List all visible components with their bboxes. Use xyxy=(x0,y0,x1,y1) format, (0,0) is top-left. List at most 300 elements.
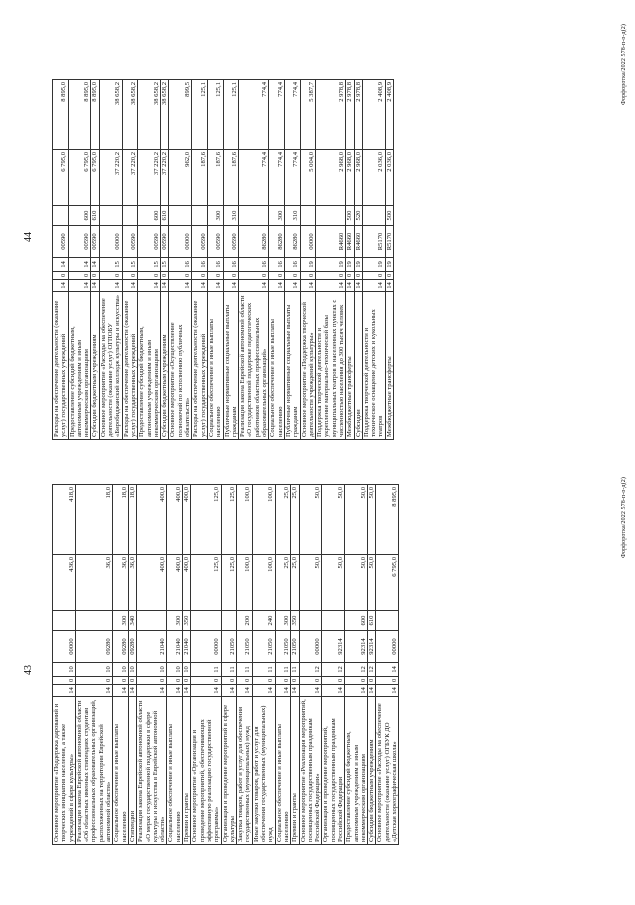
code-gp: 14 xyxy=(368,685,376,697)
table-row xyxy=(299,485,322,845)
amount-2023: 50,0 xyxy=(322,555,345,611)
expense-type: 300 xyxy=(113,611,129,631)
code-ev: 19 xyxy=(385,258,393,272)
expense-type: 500 xyxy=(346,206,354,226)
row-name: Иные закупки товаров, работ и услуг для обеспечения государственных (муниципальных) нужд xyxy=(252,697,275,845)
amount-2024: 38 658,2 xyxy=(161,80,169,150)
amount-2023: 400,0 xyxy=(167,555,183,611)
amount-2024: 125,0 xyxy=(221,485,237,555)
row-name: Основное мероприятие «Реализация мероприятий, посвященных государственным праздникам Российской Федерации» xyxy=(299,697,322,845)
row-name: Основное мероприятие «Поддержка дарований и творческих инициатив населения, а также учреждений в сфере культуры» xyxy=(53,697,76,845)
code-dir: 21040 xyxy=(167,631,183,663)
code-gp: 14 xyxy=(252,685,275,697)
budget-table xyxy=(52,484,399,845)
amount-2023: 6 795,0 xyxy=(53,150,69,206)
code-sub: 0 xyxy=(385,272,393,280)
row-name: Социальное обеспечение и иные выплаты населению xyxy=(113,697,129,845)
row-name: Публичные нормативные социальные выплаты гражданам xyxy=(284,292,300,440)
code-gp: 14 xyxy=(113,685,129,697)
code-gp: 14 xyxy=(300,280,316,292)
code-sub: 0 xyxy=(362,272,385,280)
amount-2024: 125,0 xyxy=(191,485,221,555)
code-gp: 14 xyxy=(223,280,239,292)
page-number: 43 xyxy=(23,665,34,675)
table-row xyxy=(167,485,183,845)
amount-2024: 38 658,2 xyxy=(138,80,161,150)
table-row xyxy=(275,485,291,845)
amount-2023: 37 220,2 xyxy=(161,150,169,206)
row-name: Расходы на обеспечение деятельности (оказание услуг) государственных учреждений xyxy=(192,292,208,440)
code-dir: 09280 xyxy=(128,631,136,663)
code-dir: 86280 xyxy=(239,226,269,258)
expense-type: 300 xyxy=(207,206,223,226)
code-sub: 0 xyxy=(300,272,316,280)
page-44 xyxy=(0,0,635,452)
table-row xyxy=(128,485,136,845)
code-sub: 0 xyxy=(53,272,69,280)
table-row xyxy=(368,485,376,845)
code-dir: 00590 xyxy=(138,226,161,258)
code-sub: 0 xyxy=(221,677,237,685)
amount-2024: 50,0 xyxy=(345,485,368,555)
table-row xyxy=(207,80,223,440)
code-gp: 14 xyxy=(138,280,161,292)
code-sub: 0 xyxy=(345,677,368,685)
code-sub: 0 xyxy=(239,272,269,280)
table-row xyxy=(221,485,237,845)
code-ev: 16 xyxy=(207,258,223,272)
code-ev: 16 xyxy=(239,258,269,272)
code-dir: R5170 xyxy=(385,226,393,258)
amount-2023: 6 795,0 xyxy=(376,555,399,611)
code-dir: 21050 xyxy=(237,631,253,663)
code-gp: 14 xyxy=(376,685,399,697)
code-gp: 14 xyxy=(192,280,208,292)
amount-2023: 125,0 xyxy=(221,555,237,611)
expense-type: 350 xyxy=(291,611,299,631)
expense-type: 310 xyxy=(223,206,239,226)
amount-2024: 2 978,8 xyxy=(346,80,354,150)
amount-2023: 2 036,0 xyxy=(362,150,385,206)
amount-2024: 125,1 xyxy=(192,80,208,150)
expense-type: 610 xyxy=(368,611,376,631)
expense-type: 600 xyxy=(138,206,161,226)
code-dir: 00590 xyxy=(207,226,223,258)
row-name: Предоставление субсидий бюджетным, автономным учреждениям и иным некоммерческим организациям xyxy=(138,292,161,440)
amount-2024: 25,0 xyxy=(275,485,291,555)
table-row xyxy=(183,485,191,845)
amount-2024: 18,0 xyxy=(113,485,129,555)
amount-2024: 2 408,9 xyxy=(385,80,393,150)
code-ev: 10 xyxy=(128,663,136,677)
code-dir: 86280 xyxy=(269,226,285,258)
amount-2023: 37 220,2 xyxy=(138,150,161,206)
expense-type xyxy=(137,611,167,631)
table-row xyxy=(161,80,169,440)
expense-type xyxy=(191,611,221,631)
expense-type: 600 xyxy=(68,206,91,226)
code-dir: 92314 xyxy=(322,631,345,663)
code-sub: 0 xyxy=(284,272,300,280)
expense-type xyxy=(376,611,399,631)
code-ev: 10 xyxy=(167,663,183,677)
code-gp: 14 xyxy=(75,685,112,697)
code-dir: 00000 xyxy=(191,631,221,663)
code-ev: 19 xyxy=(362,258,385,272)
code-gp: 14 xyxy=(284,280,300,292)
expense-type: 300 xyxy=(275,611,291,631)
code-ev: 19 xyxy=(346,258,354,272)
code-sub: 0 xyxy=(53,677,76,685)
amount-2023: 25,0 xyxy=(275,555,291,611)
amount-2023: 100,0 xyxy=(252,555,275,611)
row-name: Межбюджетные трансферты xyxy=(346,292,354,440)
table-row xyxy=(75,485,112,845)
code-ev: 12 xyxy=(368,663,376,677)
row-name: Поддержка творческой деятельности и укрепление материально-технической базы муниципальных театров в населенных пунктах с численностью населения до 300 тысяч человек xyxy=(316,292,346,440)
expense-type xyxy=(53,611,76,631)
expense-type xyxy=(322,611,345,631)
amount-2023: 187,6 xyxy=(223,150,239,206)
code-dir: 92314 xyxy=(368,631,376,663)
row-name: Предоставление субсидий бюджетным, автономным учреждениям и иным некоммерческим организациям xyxy=(345,697,368,845)
code-gp: 14 xyxy=(137,685,167,697)
table-row xyxy=(192,80,208,440)
code-sub: 0 xyxy=(368,677,376,685)
row-name: Предоставление субсидий бюджетным, автономным учреждениям и иным некоммерческим организациям xyxy=(68,292,91,440)
code-ev: 19 xyxy=(316,258,346,272)
expense-type xyxy=(300,206,316,226)
table-row xyxy=(138,80,161,440)
expense-type xyxy=(122,206,138,226)
amount-2024: 125,1 xyxy=(207,80,223,150)
code-ev: 19 xyxy=(354,258,362,272)
code-ev: 14 xyxy=(376,663,399,677)
amount-2023: 187,6 xyxy=(192,150,208,206)
code-ev: 11 xyxy=(252,663,275,677)
code-sub: 0 xyxy=(99,272,122,280)
code-gp: 14 xyxy=(68,280,91,292)
expense-type xyxy=(75,611,112,631)
code-dir: 21050 xyxy=(252,631,275,663)
row-name: Организация и проведение мероприятий, посвященных государственным праздникам Российской Федерации xyxy=(322,697,345,845)
amount-2023: 50,0 xyxy=(368,555,376,611)
row-name: Субсидии бюджетным учреждениям xyxy=(368,697,376,845)
code-ev: 15 xyxy=(161,258,169,272)
amount-2024: 400,0 xyxy=(183,485,191,555)
table-row xyxy=(284,80,300,440)
amount-2024: 25,0 xyxy=(291,485,299,555)
code-gp: 14 xyxy=(161,280,169,292)
row-name: Субсидии бюджетным учреждениям xyxy=(91,292,99,440)
amount-2024: 18,0 xyxy=(128,485,136,555)
row-name: Социальное обеспечение и иные выплаты населению xyxy=(167,697,183,845)
amount-2023: 5 004,0 xyxy=(300,150,316,206)
amount-2024: 2 408,9 xyxy=(362,80,385,150)
row-name: Реализация закона Еврейской автономной области «О государственной поддержке педагогических работников областных профессиональных образовательных организаций» xyxy=(239,292,269,440)
code-sub: 0 xyxy=(138,272,161,280)
code-ev: 12 xyxy=(345,663,368,677)
code-dir: 09280 xyxy=(113,631,129,663)
code-sub: 0 xyxy=(128,677,136,685)
amount-2023: 774,4 xyxy=(269,150,285,206)
code-ev: 15 xyxy=(138,258,161,272)
code-dir: 00590 xyxy=(223,226,239,258)
amount-2023: 36,0 xyxy=(128,555,136,611)
code-dir: 86280 xyxy=(284,226,300,258)
row-name: Основное мероприятие «Организация и проведение мероприятий, обеспечивающих эффективную реализацию государственной программы» xyxy=(191,697,221,845)
code-dir: 00000 xyxy=(299,631,322,663)
amount-2023: 400,0 xyxy=(183,555,191,611)
code-gp: 14 xyxy=(237,685,253,697)
amount-2023: 774,4 xyxy=(284,150,300,206)
expense-type xyxy=(192,206,208,226)
amount-2024: 899,5 xyxy=(169,80,192,150)
row-name: Закупка товаров, работ и услуг для обеспечения государственных (муниципальных) нужд xyxy=(237,697,253,845)
code-sub: 0 xyxy=(113,677,129,685)
code-gp: 14 xyxy=(291,685,299,697)
amount-2024: 8 895,0 xyxy=(91,80,99,150)
amount-2023: 50,0 xyxy=(345,555,368,611)
table-row xyxy=(191,485,221,845)
expense-type: 300 xyxy=(167,611,183,631)
expense-type xyxy=(99,206,122,226)
code-dir: 00000 xyxy=(376,631,399,663)
code-gp: 14 xyxy=(362,280,385,292)
code-dir: 00590 xyxy=(161,226,169,258)
expense-type xyxy=(221,611,237,631)
code-gp: 14 xyxy=(207,280,223,292)
row-name: Субсидии бюджетным учреждениям xyxy=(161,292,169,440)
amount-2024: 50,0 xyxy=(322,485,345,555)
code-dir: 21050 xyxy=(291,631,299,663)
table-row xyxy=(269,80,285,440)
amount-2023: 187,6 xyxy=(207,150,223,206)
code-sub: 0 xyxy=(269,272,285,280)
code-ev: 11 xyxy=(275,663,291,677)
amount-2024: 100,0 xyxy=(237,485,253,555)
code-sub: 0 xyxy=(137,677,167,685)
code-ev: 11 xyxy=(237,663,253,677)
code-ev: 15 xyxy=(122,258,138,272)
table-row xyxy=(137,485,167,845)
code-ev: 12 xyxy=(322,663,345,677)
expense-type: 520 xyxy=(354,206,362,226)
code-dir: 21050 xyxy=(221,631,237,663)
code-sub: 0 xyxy=(91,272,99,280)
table-row xyxy=(252,485,275,845)
code-gp: 14 xyxy=(91,280,99,292)
amount-2023: 37 220,2 xyxy=(99,150,122,206)
table-row xyxy=(300,80,316,440)
table-row xyxy=(346,80,354,440)
amount-2023: 125,0 xyxy=(191,555,221,611)
code-dir: R5170 xyxy=(362,226,385,258)
expense-type: 600 xyxy=(345,611,368,631)
table-row xyxy=(345,485,368,845)
code-ev: 10 xyxy=(75,663,112,677)
code-gp: 14 xyxy=(345,685,368,697)
code-gp: 14 xyxy=(385,280,393,292)
code-sub: 0 xyxy=(354,272,362,280)
expense-type xyxy=(53,206,69,226)
code-dir: R4660 xyxy=(354,226,362,258)
table-row xyxy=(99,80,122,440)
row-name: Организация и проведение мероприятий в сфере культуры xyxy=(221,697,237,845)
code-gp: 14 xyxy=(275,685,291,697)
expense-type: 350 xyxy=(183,611,191,631)
code-ev: 10 xyxy=(183,663,191,677)
amount-2024: 400,0 xyxy=(167,485,183,555)
code-dir: R4660 xyxy=(346,226,354,258)
table-row xyxy=(169,80,192,440)
row-name: Социальное обеспечение и иные выплаты населению xyxy=(275,697,291,845)
expense-type: 240 xyxy=(252,611,275,631)
code-dir: R4660 xyxy=(316,226,346,258)
code-gp: 14 xyxy=(53,280,69,292)
table-row xyxy=(322,485,345,845)
code-sub: 0 xyxy=(169,272,192,280)
amount-2024: 38 658,2 xyxy=(99,80,122,150)
expense-type xyxy=(169,206,192,226)
table-row xyxy=(362,80,385,440)
code-ev: 14 xyxy=(91,258,99,272)
code-gp: 14 xyxy=(169,280,192,292)
code-sub: 0 xyxy=(191,677,221,685)
table-row xyxy=(385,80,393,440)
row-name: Поддержка творческой деятельности и техническое оснащение детских и кукольных театров xyxy=(362,292,385,440)
code-sub: 0 xyxy=(316,272,346,280)
row-name: Социальное обеспечение и иные выплаты населению xyxy=(207,292,223,440)
code-gp: 14 xyxy=(221,685,237,697)
code-sub: 0 xyxy=(291,677,299,685)
amount-2023: 962,0 xyxy=(169,150,192,206)
row-name: Премии и гранты xyxy=(291,697,299,845)
code-dir: 00000 xyxy=(169,226,192,258)
code-ev: 19 xyxy=(300,258,316,272)
amount-2024: 50,0 xyxy=(299,485,322,555)
amount-2023: 2 968,0 xyxy=(354,150,362,206)
amount-2023: 100,0 xyxy=(237,555,253,611)
expense-type xyxy=(239,206,269,226)
code-ev: 10 xyxy=(53,663,76,677)
code-sub: 0 xyxy=(75,677,112,685)
code-dir: 21050 xyxy=(275,631,291,663)
code-ev: 14 xyxy=(53,258,69,272)
expense-type: 610 xyxy=(161,206,169,226)
table-row xyxy=(91,80,99,440)
row-name: Основное мероприятие «Расходы на обеспечение деятельности (оказание услуг) ОГПОБУ «Биробиджанский колледж культуры и искусства» xyxy=(99,292,122,440)
code-ev: 16 xyxy=(169,258,192,272)
amount-2024: 100,0 xyxy=(252,485,275,555)
amount-2023: 50,0 xyxy=(299,555,322,611)
code-gp: 14 xyxy=(299,685,322,697)
expense-type: 500 xyxy=(385,206,393,226)
row-name: Социальное обеспечение и иные выплаты населению xyxy=(269,292,285,440)
page-footer: Форфоротка/2022 578-п-о-д(2) xyxy=(621,477,627,558)
budget-table xyxy=(52,79,394,440)
amount-2023: 2 968,0 xyxy=(316,150,346,206)
amount-2023: 400,0 xyxy=(137,555,167,611)
code-sub: 0 xyxy=(252,677,275,685)
amount-2024: 8 895,0 xyxy=(68,80,91,150)
code-sub: 0 xyxy=(376,677,399,685)
code-dir: 09280 xyxy=(75,631,112,663)
row-name: Премии и гранты xyxy=(183,697,191,845)
amount-2024: 18,0 xyxy=(75,485,112,555)
amount-2023: 2 036,0 xyxy=(385,150,393,206)
code-ev: 11 xyxy=(221,663,237,677)
amount-2023: 6 795,0 xyxy=(68,150,91,206)
table-row xyxy=(223,80,239,440)
code-sub: 0 xyxy=(237,677,253,685)
code-dir: 00590 xyxy=(91,226,99,258)
code-gp: 14 xyxy=(53,685,76,697)
code-ev: 11 xyxy=(191,663,221,677)
row-name: Основное мероприятие «Расходы на обеспечение деятельности (оказание услуг) ОГБУК ДО «Детская хореографическая школа» xyxy=(376,697,399,845)
table-row xyxy=(239,80,269,440)
code-gp: 14 xyxy=(183,685,191,697)
code-sub: 0 xyxy=(122,272,138,280)
row-name: Субсидии xyxy=(354,292,362,440)
table-row xyxy=(291,485,299,845)
code-gp: 14 xyxy=(122,280,138,292)
table-row xyxy=(354,80,362,440)
table-row xyxy=(53,485,76,845)
code-sub: 0 xyxy=(161,272,169,280)
amount-2024: 8 895,0 xyxy=(53,80,69,150)
code-dir: 92314 xyxy=(345,631,368,663)
amount-2024: 8 895,0 xyxy=(376,485,399,555)
amount-2023: 37 220,2 xyxy=(122,150,138,206)
code-sub: 0 xyxy=(207,272,223,280)
code-ev: 16 xyxy=(223,258,239,272)
amount-2024: 774,4 xyxy=(284,80,300,150)
code-gp: 14 xyxy=(128,685,136,697)
amount-2024: 400,0 xyxy=(137,485,167,555)
table-row xyxy=(113,485,129,845)
code-ev: 15 xyxy=(99,258,122,272)
code-ev: 10 xyxy=(137,663,167,677)
code-sub: 0 xyxy=(322,677,345,685)
table-row xyxy=(53,80,69,440)
code-ev: 14 xyxy=(68,258,91,272)
code-gp: 14 xyxy=(191,685,221,697)
amount-2024: 2 978,8 xyxy=(316,80,346,150)
row-name: Реализация закона Еврейской автономной области «О мерах государственной поддержки в сфере культуры и искусства в Еврейской автономной области» xyxy=(137,697,167,845)
amount-2024: 38 658,2 xyxy=(122,80,138,150)
code-gp: 14 xyxy=(354,280,362,292)
row-name: Основное мероприятие «Поддержка творческой деятельности учреждений культуры» xyxy=(300,292,316,440)
table-row xyxy=(237,485,253,845)
table-row xyxy=(122,80,138,440)
page-43 xyxy=(0,453,635,905)
expense-type xyxy=(316,206,346,226)
code-dir: 21040 xyxy=(137,631,167,663)
row-name: Публичные нормативные социальные выплаты гражданам xyxy=(223,292,239,440)
code-gp: 14 xyxy=(99,280,122,292)
row-name: Стипендии xyxy=(128,697,136,845)
table-row xyxy=(68,80,91,440)
expense-type xyxy=(299,611,322,631)
expense-type: 310 xyxy=(284,206,300,226)
amount-2023: 36,0 xyxy=(113,555,129,611)
row-name: Межбюджетные трансферты xyxy=(385,292,393,440)
code-ev: 12 xyxy=(299,663,322,677)
amount-2023: 36,0 xyxy=(75,555,112,611)
amount-2023: 774,4 xyxy=(239,150,269,206)
expense-type xyxy=(362,206,385,226)
